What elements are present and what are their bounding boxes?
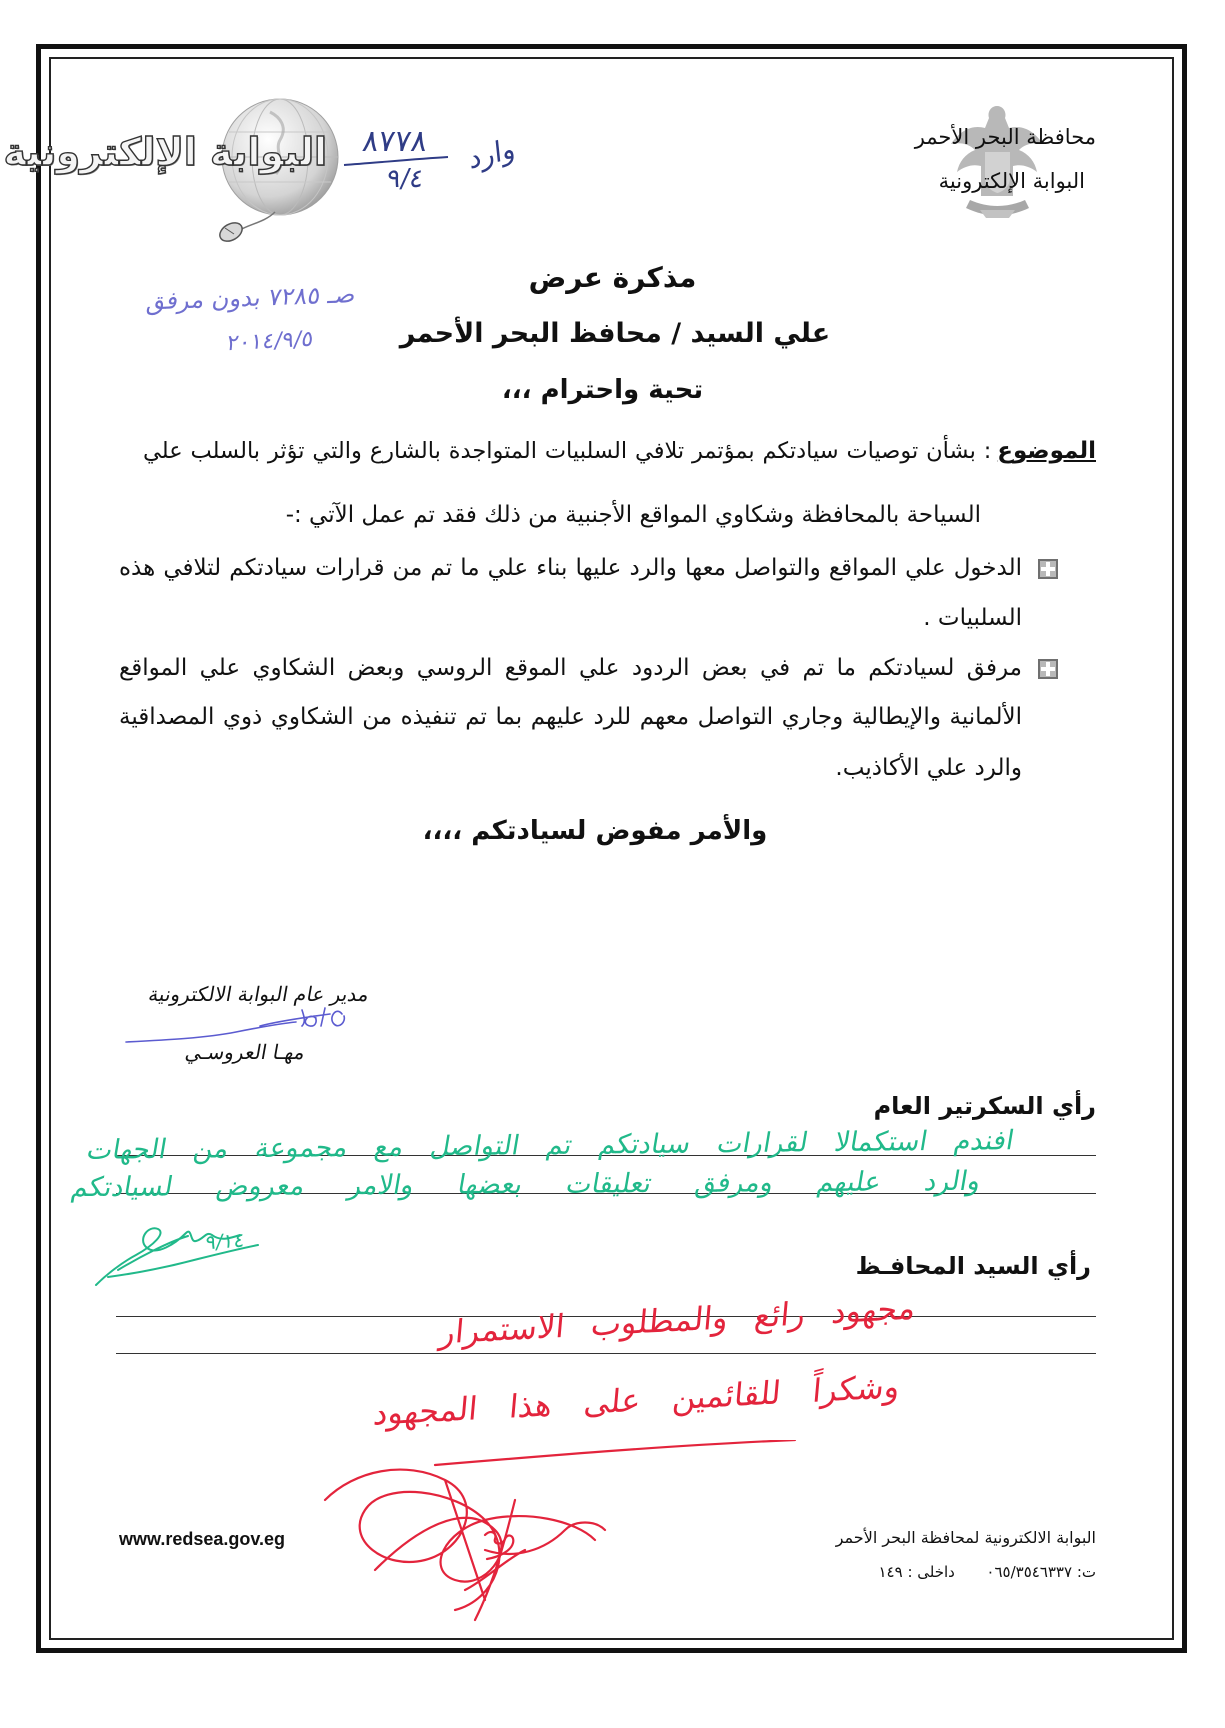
governor-note-line-1: مجهود رائع والمطلوب الاستمرار bbox=[437, 1288, 918, 1352]
footer-website: www.redsea.gov.eg bbox=[119, 1529, 286, 1549]
item-2-line-2: الألمانية والإيطالية وجاري التواصل معهم للرد عليهم بما تم تنفيذه من الشكاوي ذوي المصداقية bbox=[119, 704, 1022, 730]
memo-closing: والأمر مفوض لسيادتكم ،،،، bbox=[422, 816, 768, 846]
subject-row bbox=[143, 437, 1096, 467]
governor-opinion-label: رأي السيد المحافـظ bbox=[855, 1252, 1091, 1280]
portal-name: البوابة الإلكترونية bbox=[938, 169, 1085, 193]
item-2-line-1: مرفق لسيادتكم ما تم في بعض الردود علي الموقع الروسي وبعض الشكاوي علي المواقع bbox=[119, 655, 1022, 681]
square-bullet-icon bbox=[1038, 659, 1058, 679]
incoming-date: ٩/٤ bbox=[384, 164, 426, 194]
signatory-title: مدير عام البوابة الالكترونية bbox=[146, 982, 372, 1006]
footer-phone: ت: ٠٦٥/٣٥٤٦٣٣٧ bbox=[986, 1563, 1096, 1581]
secretary-date: ٩/١٤ bbox=[204, 1227, 246, 1255]
item-1-line-1: الدخول علي المواقع والتواصل معها والرد عليها بناء علي ما تم من قرارات سيادتكم لتلافي هذه bbox=[119, 555, 1022, 581]
eagle-emblem-icon bbox=[950, 100, 1045, 222]
incoming-label: وارد bbox=[467, 131, 517, 176]
outgoing-date: ٢٠١٤/٩/٥ bbox=[225, 326, 315, 357]
portal-logo-text: البوابة الإلكترونية bbox=[3, 130, 327, 174]
memo-greeting: تحية واحترام ،،، bbox=[501, 375, 704, 405]
subject-line-2: السياحة بالمحافظة وشكاوي المواقع الأجنبية من ذلك فقد تم عمل الآتي :- bbox=[285, 502, 981, 528]
governor-signature bbox=[315, 1440, 800, 1635]
footer-extension: داخلى : ١٤٩ bbox=[878, 1563, 955, 1581]
subject-label: الموضوع bbox=[997, 438, 1096, 464]
governor-note-line-2: وشكراً للقائمين على هذا المجهود bbox=[371, 1367, 902, 1433]
item-2-line-3: والرد علي الأكاذيب. bbox=[835, 755, 1022, 781]
memo-addressee: علي السيد / محافظ البحر الأحمر bbox=[399, 318, 831, 349]
subject-line-1: : بشأن توصيات سيادتكم بمؤتمر تلافي السلبيات المتواجدة بالشارع والتي تؤثر بالسلب علي bbox=[143, 438, 992, 464]
square-bullet-icon bbox=[1038, 559, 1058, 579]
governorate-name: محافظة البحر الأحمر bbox=[914, 125, 1096, 149]
memo-title: مذكرة عرض bbox=[528, 261, 697, 294]
secretary-note-line-2: والرد عليهم ومرفق تعليقات بعضها والامر معروض لسيادتكم bbox=[68, 1165, 984, 1204]
secretary-opinion-label: رأي السكرتير العام bbox=[873, 1092, 1096, 1120]
secretary-note-line-1: افندم استكمالا لقرارات سيادتكم تم التواصل مع مجموعة من الجهات bbox=[84, 1125, 1017, 1166]
footer-organization: البوابة الالكترونية لمحافظة البحر الأحمر bbox=[835, 1528, 1096, 1547]
governor-rule-2 bbox=[116, 1353, 1096, 1354]
item-1-line-2: السلبيات . bbox=[923, 605, 1022, 631]
outgoing-reference: صـ ٧٢٨٥ بدون مرفق bbox=[144, 280, 358, 316]
signatory-name: مهـا العروسـي bbox=[183, 1040, 308, 1064]
footer-contact bbox=[776, 1563, 1096, 1583]
incoming-number: ٨٧٧٨ bbox=[360, 124, 430, 159]
